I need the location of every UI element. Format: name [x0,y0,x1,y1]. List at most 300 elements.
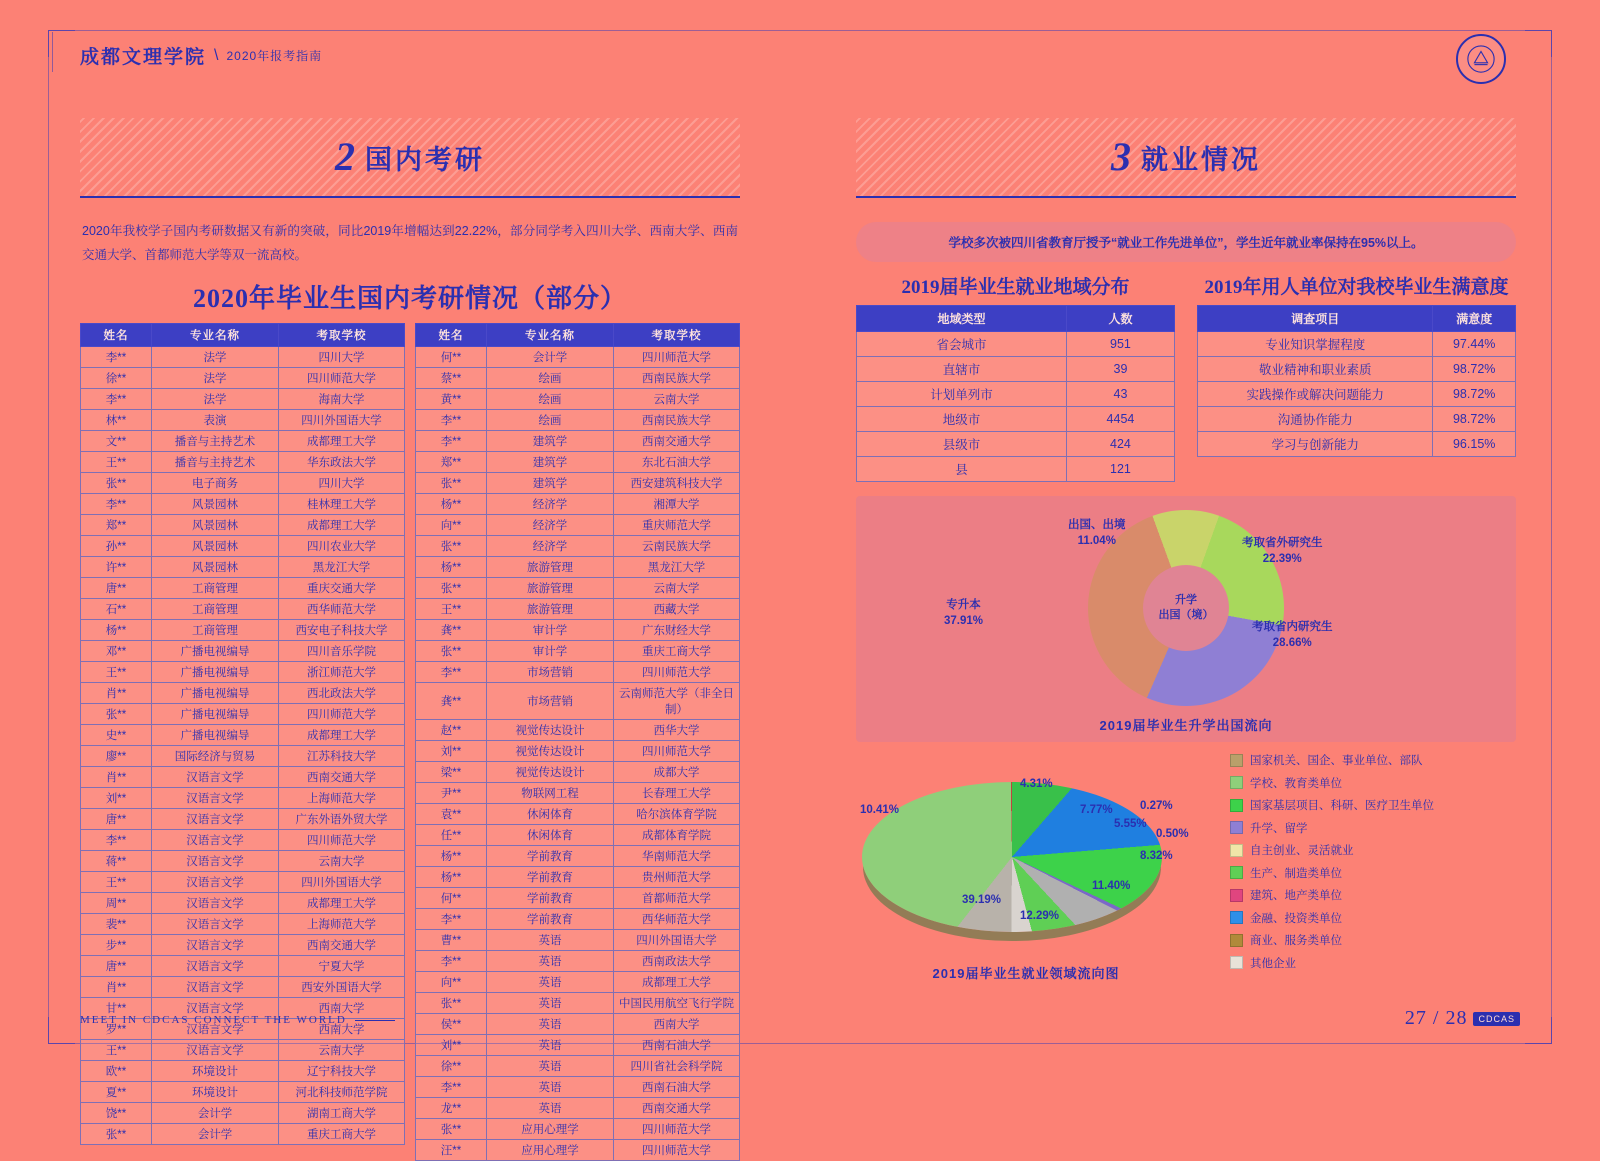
cell-name: 李** [416,1076,487,1097]
kaoyan-intro-text: 2020年我校学子国内考研数据又有新的突破，同比2019年增幅达到22.22%，部分同学考入四川大学、西南大学、西南交通大学、首都师范大学等双一流高校。 [82,224,738,262]
cell-name: 张** [416,577,487,598]
table-row [81,556,405,577]
cell-school: 四川师范大学 [614,1118,740,1139]
table-row [416,619,740,640]
cell-school: 长春理工大学 [614,782,740,803]
employment-tables [856,305,1516,482]
school-seal-icon [1456,34,1506,84]
legend-label: 建筑、地产类单位 [1250,890,1342,902]
cell-name: 蒋** [81,850,152,871]
table-row [81,955,405,976]
cell-school: 西安电子科技大学 [279,619,405,640]
cell-name: 石** [81,598,152,619]
cell-school: 桂林理工大学 [279,493,405,514]
cell-satisfaction: 98.72% [1433,407,1516,432]
cell-school: 西南大学 [279,997,405,1018]
cell-school: 广东外语外贸大学 [279,808,405,829]
cell-school: 四川大学 [279,346,405,367]
cell-name: 徐** [81,367,152,388]
table-row [416,1118,740,1139]
col-major: 专业名称 [152,323,279,346]
cell-name: 林** [81,409,152,430]
region-table [856,305,1175,482]
section-banner-employment [856,118,1516,198]
table-row [416,845,740,866]
table-row [857,457,1175,482]
cell-school: 黑龙江大学 [614,556,740,577]
cell-region-count: 4454 [1066,407,1174,432]
cell-major: 风景园林 [152,514,279,535]
cell-school: 四川师范大学 [279,703,405,724]
cell-school: 上海师范大学 [279,913,405,934]
cell-school: 四川农业大学 [279,535,405,556]
cell-major: 物联网工程 [487,782,614,803]
legend-swatch-icon [1230,799,1243,812]
cell-school: 江苏科技大学 [279,745,405,766]
cell-name: 汪** [416,1139,487,1160]
table-row [416,472,740,493]
cell-major: 学前教育 [487,845,614,866]
cell-name: 肖** [81,766,152,787]
cell-survey-item: 实践操作或解决问题能力 [1198,382,1433,407]
cell-school: 中国民用航空飞行学院 [614,992,740,1013]
cell-name: 王** [81,451,152,472]
cell-name: 郑** [416,451,487,472]
cell-school: 云南师范大学（非全日制） [614,682,740,719]
cell-major: 旅游管理 [487,598,614,619]
cell-name: 龚** [416,619,487,640]
cell-region-count: 43 [1066,382,1174,407]
cdcas-badge: CDCAS [1473,1012,1520,1026]
table-row [416,824,740,845]
cell-major: 汉语言文学 [152,871,279,892]
donut-center-line2: 出国（境） [1158,609,1214,621]
col-school: 考取学校 [279,323,405,346]
cell-major: 经济学 [487,514,614,535]
legend-item [1230,910,1516,926]
legend-item [1230,842,1516,858]
cell-name: 龙** [416,1097,487,1118]
cell-major: 工商管理 [152,619,279,640]
table-row [1198,407,1516,432]
cell-major: 学前教育 [487,887,614,908]
cell-school: 成都体育学院 [614,824,740,845]
cell-name: 许** [81,556,152,577]
cell-region-count: 951 [1066,332,1174,357]
table-row [81,682,405,703]
cell-major: 旅游管理 [487,556,614,577]
donut-label-in-province: 考取省内研究生 28.66% [1252,621,1333,649]
cell-school: 西南民族大学 [614,409,740,430]
cell-school: 重庆工商大学 [614,640,740,661]
table-row [81,577,405,598]
cell-major: 建筑学 [487,472,614,493]
cell-name: 步** [81,934,152,955]
cell-school: 华南师范大学 [614,845,740,866]
cell-major: 法学 [152,367,279,388]
cell-major: 汉语言文学 [152,808,279,829]
section-title: 国内考研 [365,144,485,175]
cell-survey-item: 学习与创新能力 [1198,432,1433,457]
cell-school: 成都理工大学 [279,514,405,535]
donut-label-upgrade: 专升本 37.91% [944,599,984,627]
table-row [81,451,405,472]
cell-school: 四川音乐学院 [279,640,405,661]
cell-school: 云南大学 [614,388,740,409]
cell-satisfaction: 98.72% [1433,357,1516,382]
table-row [416,1076,740,1097]
cell-school: 上海师范大学 [279,787,405,808]
table-row [416,803,740,824]
pie-pct-9: 5.55% [1114,818,1147,830]
cell-major: 英语 [487,1076,614,1097]
cell-name: 黄** [416,388,487,409]
cell-region-type: 直辖市 [857,357,1067,382]
cell-school: 西南交通大学 [279,934,405,955]
cell-name: 李** [81,829,152,850]
further-study-chart-card [856,496,1516,742]
pie-pct-6: 0.27% [1140,800,1173,812]
pie-pct-3: 0.50% [1156,828,1189,840]
cell-name: 向** [416,971,487,992]
cell-school: 河北科技师范学院 [279,1081,405,1102]
cell-major: 审计学 [487,619,614,640]
legend-swatch-icon [1230,821,1243,834]
cell-region-count: 121 [1066,457,1174,482]
table-row [81,850,405,871]
table-row [81,934,405,955]
donut-center-line1: 升学 [1175,593,1197,606]
cell-major: 英语 [487,1055,614,1076]
cell-school: 云南大学 [614,577,740,598]
cell-school: 四川师范大学 [614,661,740,682]
col-region-type: 地域类型 [857,306,1067,332]
cell-school: 西南交通大学 [614,1097,740,1118]
cell-major: 英语 [487,971,614,992]
cell-major: 汉语言文学 [152,850,279,871]
cell-major: 会计学 [152,1102,279,1123]
cell-name: 王** [81,871,152,892]
table-row [416,1097,740,1118]
cell-name: 徐** [416,1055,487,1076]
page-header [80,42,322,69]
cell-name: 欧** [81,1060,152,1081]
table-row [1198,332,1516,357]
cell-school: 重庆交通大学 [279,577,405,598]
legend-label: 生产、制造类单位 [1250,867,1342,880]
cell-major: 汉语言文学 [152,787,279,808]
cell-name: 赵** [416,719,487,740]
cell-name: 文** [81,430,152,451]
cell-major: 视觉传达设计 [487,740,614,761]
cell-major: 广播电视编导 [152,724,279,745]
kaoyan-table-title: 2020年毕业生国内考研情况（部分） [192,283,627,313]
header-slash: \ [214,46,219,64]
cell-school: 西藏大学 [614,598,740,619]
cell-school: 云南大学 [279,1039,405,1060]
cell-survey-item: 沟通协作能力 [1198,407,1433,432]
cell-name: 杨** [416,493,487,514]
cell-name: 梁** [416,761,487,782]
cell-major: 学前教育 [487,866,614,887]
cell-major: 经济学 [487,535,614,556]
table-row [416,929,740,950]
cell-name: 杨** [416,556,487,577]
table-row [81,892,405,913]
cell-school: 西南政法大学 [614,950,740,971]
table-row [81,535,405,556]
cell-name: 张** [416,472,487,493]
cell-major: 广播电视编导 [152,682,279,703]
section-number: 2 [335,134,355,179]
cell-major: 英语 [487,1034,614,1055]
kaoyan-table-right [415,323,740,1161]
cell-school: 成都理工大学 [279,724,405,745]
table-row [81,787,405,808]
legend-swatch-icon [1230,889,1243,902]
cell-major: 电子商务 [152,472,279,493]
cell-major: 绘画 [487,388,614,409]
cell-major: 会计学 [487,346,614,367]
table-row [857,407,1175,432]
pie-pct-1: 39.19% [962,894,1002,906]
table-row [81,640,405,661]
table-row [81,409,405,430]
cell-major: 市场营销 [487,661,614,682]
cell-name: 杨** [416,845,487,866]
cell-region-type: 计划单列市 [857,382,1067,407]
cell-name: 袁** [416,803,487,824]
table-row [416,640,740,661]
cell-name: 向** [416,514,487,535]
table-header-row [1198,306,1516,332]
cell-name: 唐** [81,955,152,976]
cell-major: 视觉传达设计 [487,761,614,782]
cell-major: 环境设计 [152,1060,279,1081]
table-row [81,514,405,535]
cell-region-type: 县级市 [857,432,1067,457]
cell-major: 旅游管理 [487,577,614,598]
cell-school: 四川师范大学 [614,346,740,367]
school-logo-text: 成都文理学院 [80,47,207,68]
cell-name: 饶** [81,1102,152,1123]
cell-name: 王** [81,1039,152,1060]
cell-name: 张** [416,992,487,1013]
table-row [416,346,740,367]
cell-school: 哈尔滨体育学院 [614,803,740,824]
cell-major: 表演 [152,409,279,430]
table-row [416,761,740,782]
col-school: 考取学校 [614,323,740,346]
cell-school: 成都理工大学 [614,971,740,992]
col-survey-item: 调查项目 [1198,306,1433,332]
pie-pct-7: 11.40% [1092,880,1131,892]
cell-school: 西南大学 [614,1013,740,1034]
cell-major: 广播电视编导 [152,640,279,661]
cell-major: 广播电视编导 [152,661,279,682]
cell-major: 英语 [487,992,614,1013]
cell-name: 孙** [81,535,152,556]
header-guide-label: 2020年报考指南 [226,49,323,63]
table-row [81,430,405,451]
cell-major: 市场营销 [487,682,614,719]
legend-item [1230,820,1516,836]
cell-major: 应用心理学 [487,1139,614,1160]
table-row [81,367,405,388]
cell-school: 西华师范大学 [614,908,740,929]
cell-major: 审计学 [487,640,614,661]
cell-name: 张** [416,535,487,556]
satisfaction-table-title: 2019年用人单位对我校毕业生满意度 [1204,277,1509,298]
cell-school: 海南大学 [279,388,405,409]
cell-major: 休闲体育 [487,803,614,824]
cell-name: 侯** [416,1013,487,1034]
cell-major: 汉语言文学 [152,1039,279,1060]
cell-major: 广播电视编导 [152,703,279,724]
table-row [416,598,740,619]
cell-school: 重庆工商大学 [279,1123,405,1144]
cell-school: 四川师范大学 [614,1139,740,1160]
cell-major: 风景园林 [152,556,279,577]
table-row [81,829,405,850]
cell-name: 王** [81,661,152,682]
legend-item [1230,887,1516,903]
section-banner-kaoyan [80,118,740,198]
cell-school: 首都师范大学 [614,887,740,908]
legend-swatch-icon [1230,754,1243,767]
cell-major: 法学 [152,388,279,409]
cell-school: 西南石油大学 [614,1034,740,1055]
table-row [81,388,405,409]
cell-school: 湖南工商大学 [279,1102,405,1123]
kaoyan-tables [80,323,740,1161]
legend-swatch-icon [1230,844,1243,857]
header-rule [52,32,53,72]
cell-school: 西南民族大学 [614,367,740,388]
table-row [81,703,405,724]
employment-subtitles [856,272,1516,299]
cell-school: 成都理工大学 [279,430,405,451]
cell-school: 四川外国语大学 [279,871,405,892]
cell-major: 播音与主持艺术 [152,430,279,451]
cell-name: 李** [416,908,487,929]
donut-center-label [1143,565,1229,651]
col-name: 姓名 [416,323,487,346]
cell-school: 西南交通大学 [279,766,405,787]
table-row [81,808,405,829]
cell-name: 周** [81,892,152,913]
table-row [1198,357,1516,382]
employment-notice: 学校多次被四川省教育厅授予“就业工作先进单位”，学生近年就业率保持在95%以上。 [856,222,1516,262]
col-major: 专业名称 [487,323,614,346]
cell-name: 李** [81,388,152,409]
legend-swatch-icon [1230,866,1243,879]
legend-label: 国家机关、国企、事业单位、部队 [1250,755,1423,767]
cell-name: 任** [416,824,487,845]
cell-school: 西安建筑科技大学 [614,472,740,493]
cell-name: 蔡** [416,367,487,388]
legend-swatch-icon [1230,776,1243,789]
cell-region-type: 县 [857,457,1067,482]
table-row [416,950,740,971]
table-row [416,430,740,451]
frame-corner-bottom-left [48,1017,75,1044]
table-row [857,382,1175,407]
table-row [416,887,740,908]
cell-major: 环境设计 [152,1081,279,1102]
table-row [416,409,740,430]
cell-school: 西华大学 [614,719,740,740]
cell-school: 四川省社会科学院 [614,1055,740,1076]
cell-school: 云南大学 [279,850,405,871]
footer-page-info [1405,1007,1520,1030]
cell-survey-item: 专业知识掌握程度 [1198,332,1433,357]
cell-major: 汉语言文学 [152,997,279,1018]
satisfaction-table [1197,305,1516,457]
legend-item [1230,955,1516,971]
cell-name: 李** [416,950,487,971]
cell-major: 汉语言文学 [152,955,279,976]
further-study-chart-caption: 2019届毕业生升学出国流向 [1099,718,1273,733]
cell-name: 尹** [416,782,487,803]
table-row [416,1013,740,1034]
legend-label: 其他企业 [1250,957,1296,970]
legend-swatch-icon [1230,934,1243,947]
cell-school: 四川师范大学 [279,829,405,850]
section-number: 3 [1111,134,1131,179]
legend-item [1230,797,1516,813]
cell-major: 英语 [487,950,614,971]
legend-label: 自主创业、灵活就业 [1250,845,1354,857]
table-row [416,740,740,761]
cell-major: 汉语言文学 [152,934,279,955]
table-row [416,992,740,1013]
cell-name: 肖** [81,682,152,703]
employment-field-chart-caption: 2019届毕业生就业领域流向图 [932,966,1120,981]
cell-major: 汉语言文学 [152,976,279,997]
cell-name: 刘** [81,787,152,808]
table-row [416,682,740,719]
employment-field-legend [1230,752,1516,977]
cell-school: 西南石油大学 [614,1076,740,1097]
donut-label-out-province: 考取省外研究生 22.39% [1242,537,1323,565]
pie-pct-8: 12.29% [1020,910,1060,922]
table-row [81,1123,405,1144]
frame-corner-bottom-right [1525,1017,1552,1044]
cell-school: 四川大学 [279,472,405,493]
pie-pct-4: 4.31% [1020,778,1053,790]
legend-label: 商业、服务类单位 [1250,935,1342,947]
cell-name: 杨** [416,866,487,887]
left-column [80,118,740,1161]
col-region-count: 人数 [1066,306,1174,332]
table-row [416,577,740,598]
cell-name: 史** [81,724,152,745]
cell-name: 肖** [81,976,152,997]
table-row [81,871,405,892]
table-row [81,493,405,514]
cell-school: 四川师范大学 [279,367,405,388]
cell-name: 张** [81,1123,152,1144]
section-title: 就业情况 [1141,144,1261,175]
table-header-row [857,306,1175,332]
cell-major: 建筑学 [487,430,614,451]
cell-major: 国际经济与贸易 [152,745,279,766]
table-row [81,346,405,367]
table-row [81,766,405,787]
table-row [81,598,405,619]
cell-satisfaction: 98.72% [1433,382,1516,407]
